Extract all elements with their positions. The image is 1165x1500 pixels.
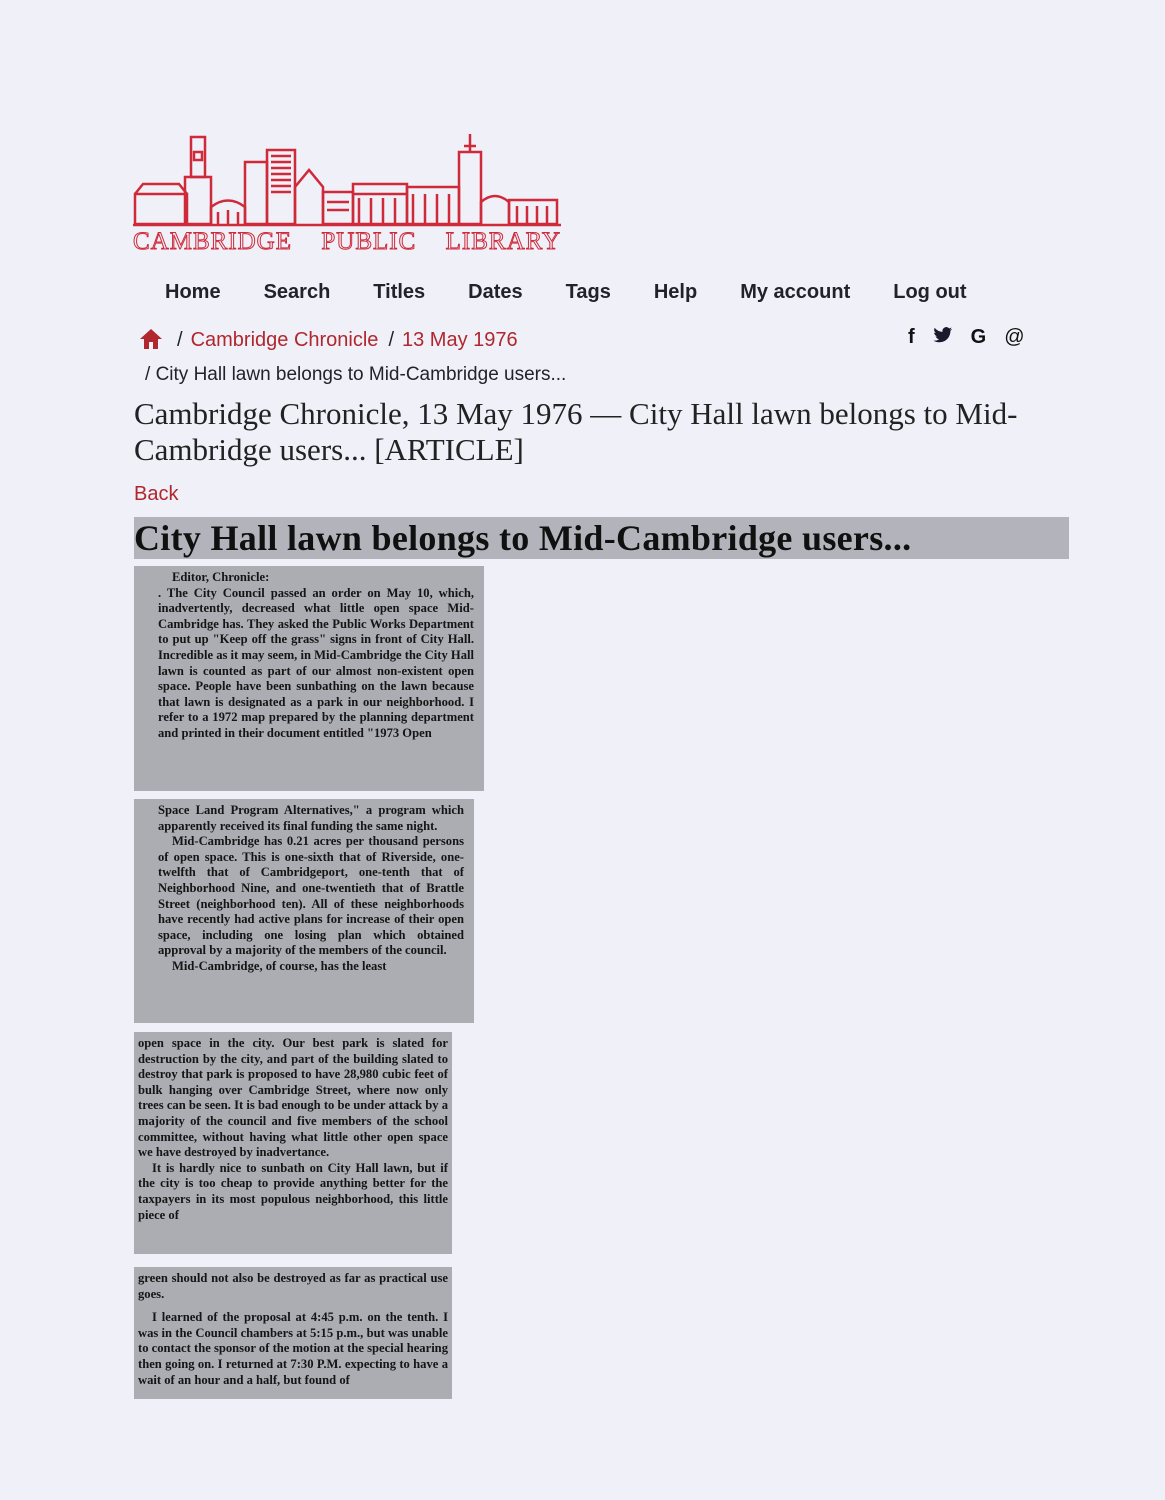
back-link[interactable]: Back [134,483,179,505]
breadcrumb-separator: / [145,364,151,385]
skyline-icon [133,132,561,228]
article-clip-1 [134,566,484,791]
article-paragraph: . The City Council passed an order on May 10, which, inadvertently, decreased what little open space Mid-Cambridge has. They asked the Public Works Department to put up "Keep off the grass" signs in front of City Hall. Incredible as it may seem, in Mid-Cambridge the City Hall lawn is counted as part of our almost non-existent open space. People have been sunbathing on the lawn because that lawn is designated as a park in our neighborhood. I refer to a 1972 map prepared by the planning department and printed in their document entitled "1973 Open [158,585,474,740]
article-paragraph: Mid-Cambridge has 0.21 acres per thousand persons of open space. This is one-sixth that of Riverside, one-twelfth that of Cambridgeport, one-tenth that of Neighborhood Nine, and one-twentieth that of Brattle Street (neighborhood ten). All of these neighborhoods have recently had active plans for increase of their open space, including one losing plan which obtained approval by a majority of the members of the council. [158,834,464,958]
nav-home[interactable]: Home [165,281,221,303]
article-clip-2 [134,799,474,1023]
article-clip-3 [134,1032,452,1254]
article-paragraph: open space in the city. Our best park is slated for destruction by the city, and part of the building slated to destroy that park is proposed to have 28,980 cubic feet of bulk hanging over Cambridge Street, where now only trees can be seen. It is bad enough to be under attack by a majority of the council and five members of the school committee, without having what little other open space we have destroyed by inadvertance. [138,1036,448,1160]
logo-text: CAMBRIDGE PUBLIC LIBRARY [133,228,561,255]
article-paragraph: Mid-Cambridge, of course, has the least [172,958,387,973]
breadcrumb-publication[interactable]: Cambridge Chronicle [190,329,379,351]
email-icon[interactable]: @ [1004,326,1025,348]
home-icon[interactable] [139,328,163,356]
breadcrumb [139,328,518,356]
article-paragraph: Space Land Program Alternatives," a program which apparently received its final funding the same night. [158,803,464,833]
facebook-icon[interactable]: f [908,326,915,348]
nav-tags[interactable]: Tags [565,281,611,303]
google-icon[interactable]: G [970,326,987,348]
article-paragraph: I learned of the proposal at 4:45 p.m. on the tenth. I was in the Council chambers at 5:15 p.m., but was unable to contact the sponsor of the motion at the special hearing then going on. I returned at 7:30 P.M. expecting to have a wait of an hour and a half, but found of [138,1310,448,1387]
breadcrumb-date[interactable]: 13 May 1976 [402,329,518,351]
share-links [908,326,1025,350]
breadcrumb-article: City Hall lawn belongs to Mid-Cambridge users... [155,364,567,385]
twitter-icon[interactable] [933,326,953,350]
nav-dates[interactable]: Dates [468,281,523,303]
breadcrumb-separator: / [177,329,183,351]
breadcrumb-separator: / [388,329,394,351]
article-headline: City Hall lawn belongs to Mid-Cambridge users... [134,517,1069,559]
nav-help[interactable]: Help [653,281,698,303]
breadcrumb-article-line [145,364,566,386]
nav-my-account[interactable]: My account [740,281,851,303]
page-title: Cambridge Chronicle, 13 May 1976 — City Hall lawn belongs to Mid-Cambridge users... [ARTICLE] [134,396,1018,467]
nav-log-out[interactable]: Log out [893,281,967,303]
main-nav [165,281,1025,304]
nav-search[interactable]: Search [263,281,331,303]
article-clip-4 [134,1267,452,1399]
article-paragraph: green should not also be destroyed as far as practical use goes. [138,1271,448,1301]
nav-titles[interactable]: Titles [373,281,426,303]
article-salutation: Editor, Chronicle: [172,570,270,584]
library-logo[interactable] [133,132,561,258]
article-paragraph: It is hardly nice to sunbath on City Hall lawn, but if the city is too cheap to provide anything better for the taxpayers in its most populous neighborhood, this little piece of [138,1160,448,1222]
